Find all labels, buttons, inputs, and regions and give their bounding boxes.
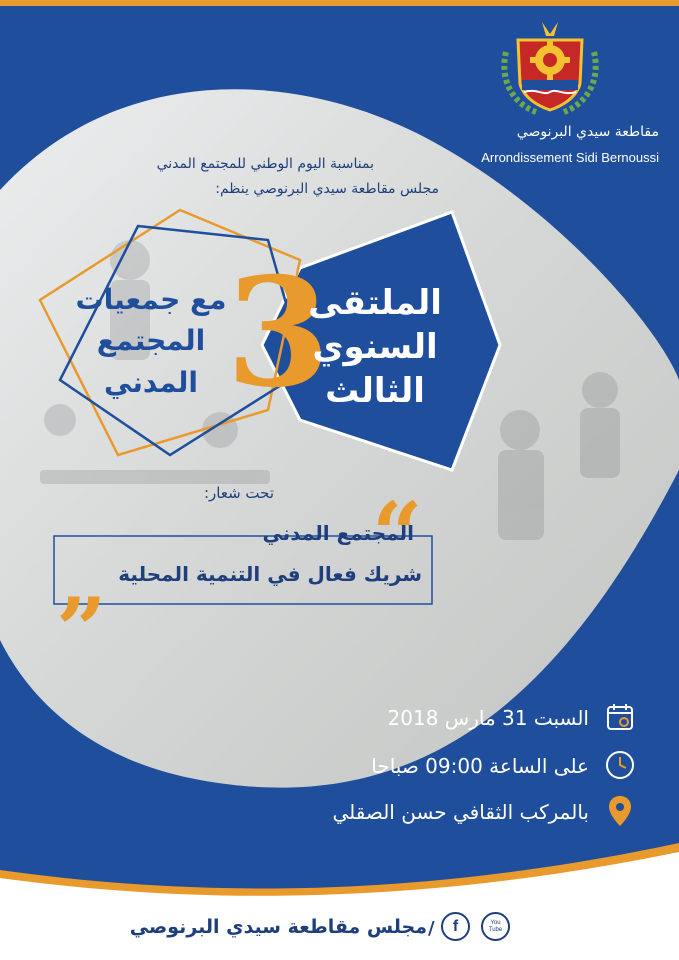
associations-line1: مع جمعيات — [75, 283, 227, 316]
footer-separator: / — [428, 918, 435, 939]
org-name-french: Arrondissement Sidi Bernoussi — [481, 150, 659, 165]
youtube-icon[interactable]: You Tube — [481, 912, 510, 941]
occasion-text: بمناسبة اليوم الوطني للمجتمع المدني — [156, 156, 374, 172]
map-pin-icon — [607, 794, 633, 828]
open-quote-icon: “ — [372, 482, 423, 586]
facebook-icon[interactable]: f — [441, 912, 470, 941]
forum-title-line2: السنوي — [312, 327, 438, 367]
forum-title-line3: الثالث — [325, 371, 425, 411]
org-name-arabic: مقاطعة سيدي البرنوصي — [516, 124, 659, 140]
close-quote-icon: ” — [56, 578, 107, 682]
event-place: بالمركب الثقافي حسن الصقلي — [332, 800, 589, 824]
slogan-line1: المجتمع المدني — [262, 521, 414, 545]
slogan-intro: تحت شعار: — [203, 484, 274, 502]
gear-emblem-icon — [496, 22, 604, 118]
organizer-text: مجلس مقاطعة سيدي البرنوصي ينظم: — [215, 181, 439, 197]
forum-title-line1: الملتقى — [308, 283, 442, 323]
top-accent-strip — [0, 0, 679, 6]
event-time: على الساعة 09:00 صباحا — [371, 754, 589, 778]
event-date: السبت 31 مارس 2018 — [387, 706, 589, 730]
footer-org-name: مجلس مقاطعة سيدي البرنوصي — [129, 916, 427, 938]
associations-line2: المجتمع — [96, 324, 206, 357]
edition-number: 3 — [226, 245, 331, 421]
clock-icon — [603, 748, 637, 782]
associations-line3: المدني — [104, 366, 198, 399]
calendar-icon — [605, 702, 635, 732]
slogan-line2: شريك فعال في التنمية المحلية — [118, 562, 422, 586]
